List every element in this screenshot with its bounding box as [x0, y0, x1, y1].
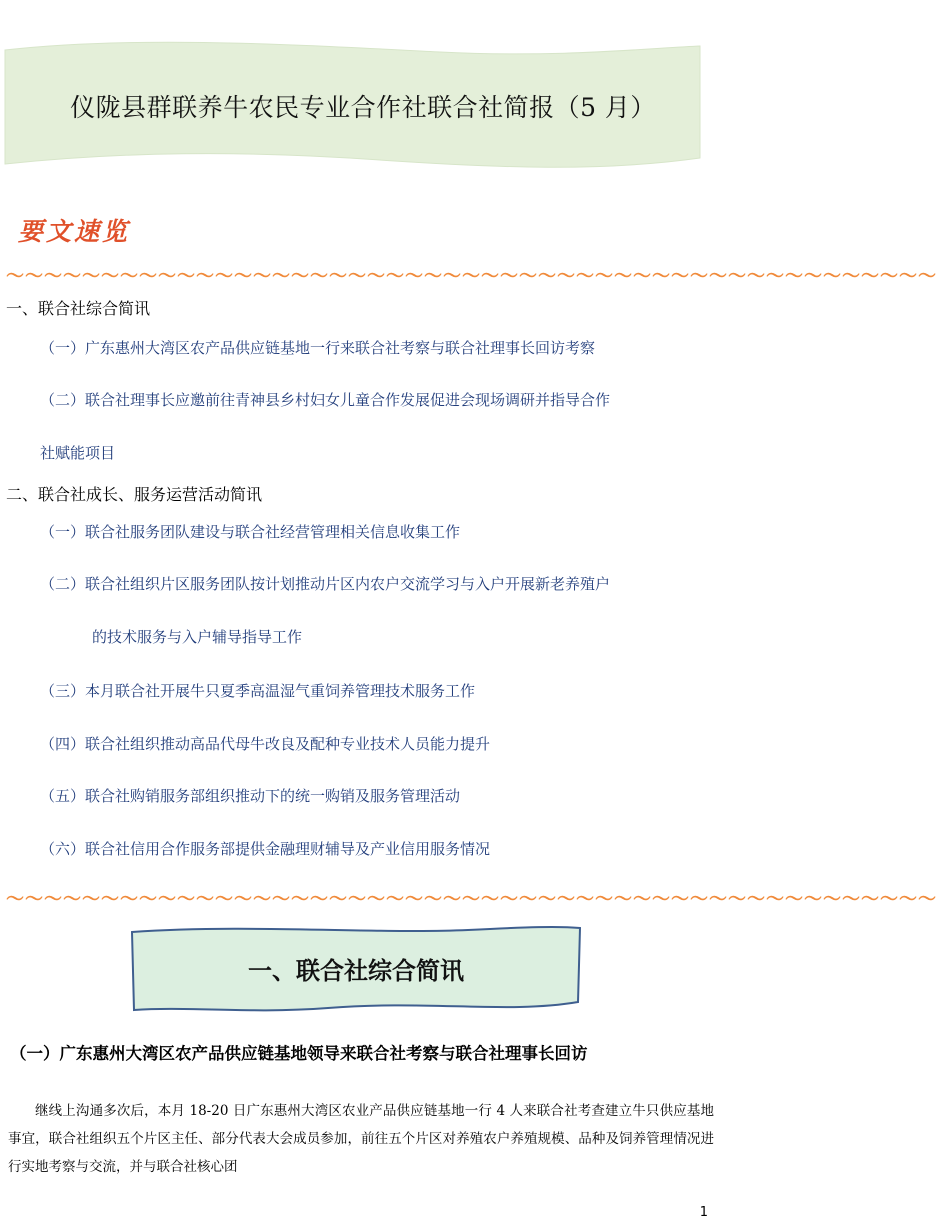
toc-section1-title: 一、联合社综合简讯 — [6, 299, 151, 318]
toc-item[interactable]: （二）联合社理事长应邀前往青神县乡村妇女儿童合作发展促进会现场调研并指导合作 — [40, 391, 611, 409]
toc-item[interactable]: （一）联合社服务团队建设与联合社经营管理相关信息收集工作 — [40, 523, 461, 541]
article-body: 继线上沟通多次后，本月 18-20 日广东惠州大湾区农业产品供应链基地一行 4 人来联合社考查建立牛只供应基地事宜，联合社组织五个片区主任、部分代表大会成员参加，前往五个片区对养殖农户养殖规模、品种及饲养管理情况进行实地考察与交流，并与联合社核心团 — [8, 1103, 714, 1175]
toc-item[interactable]: （三）本月联合社开展牛只夏季高温湿气重饲养管理技术服务工作 — [40, 682, 476, 700]
toc-item[interactable]: 的技术服务与入户辅导指导工作 — [92, 628, 303, 646]
toc-item[interactable]: （二）联合社组织片区服务团队按计划推动片区内农户交流学习与入户开展新老养殖户 — [40, 575, 611, 593]
page-title: 仪陇县群联养牛农民专业合作社联合社简报（5 月） — [70, 93, 656, 122]
page-number: 1 — [699, 1205, 708, 1220]
top-divider: ～～～～～～～～～～～～～～～～～～～～～～～～～～～～～～～～～～～～～～～～～～～～～～～～～ — [6, 266, 937, 287]
section-banner-title: 一、联合社综合简讯 — [248, 957, 464, 985]
bottom-divider: ～～～～～～～～～～～～～～～～～～～～～～～～～～～～～～～～～～～～～～～～～～～～～～～～～ — [6, 889, 937, 910]
toc-item[interactable]: 社赋能项目 — [40, 444, 116, 462]
highlights-heading: 要文速览 — [18, 217, 131, 246]
toc-item[interactable]: （五）联合社购销服务部组织推动下的统一购销及服务管理活动 — [40, 787, 461, 805]
article-heading: （一）广东惠州大湾区农产品供应链基地领导来联合社考察与联合社理事长回访 — [10, 1044, 588, 1063]
toc-item[interactable]: （六）联合社信用合作服务部提供金融理财辅导及产业信用服务情况 — [40, 840, 491, 858]
toc-item[interactable]: （四）联合社组织推动高品代母牛改良及配种专业技术人员能力提升 — [40, 735, 491, 753]
toc-item[interactable]: （一）广东惠州大湾区农产品供应链基地一行来联合社考察与联合社理事长回访考察 — [40, 339, 596, 357]
toc-section2-title: 二、联合社成长、服务运营活动简讯 — [6, 485, 263, 504]
